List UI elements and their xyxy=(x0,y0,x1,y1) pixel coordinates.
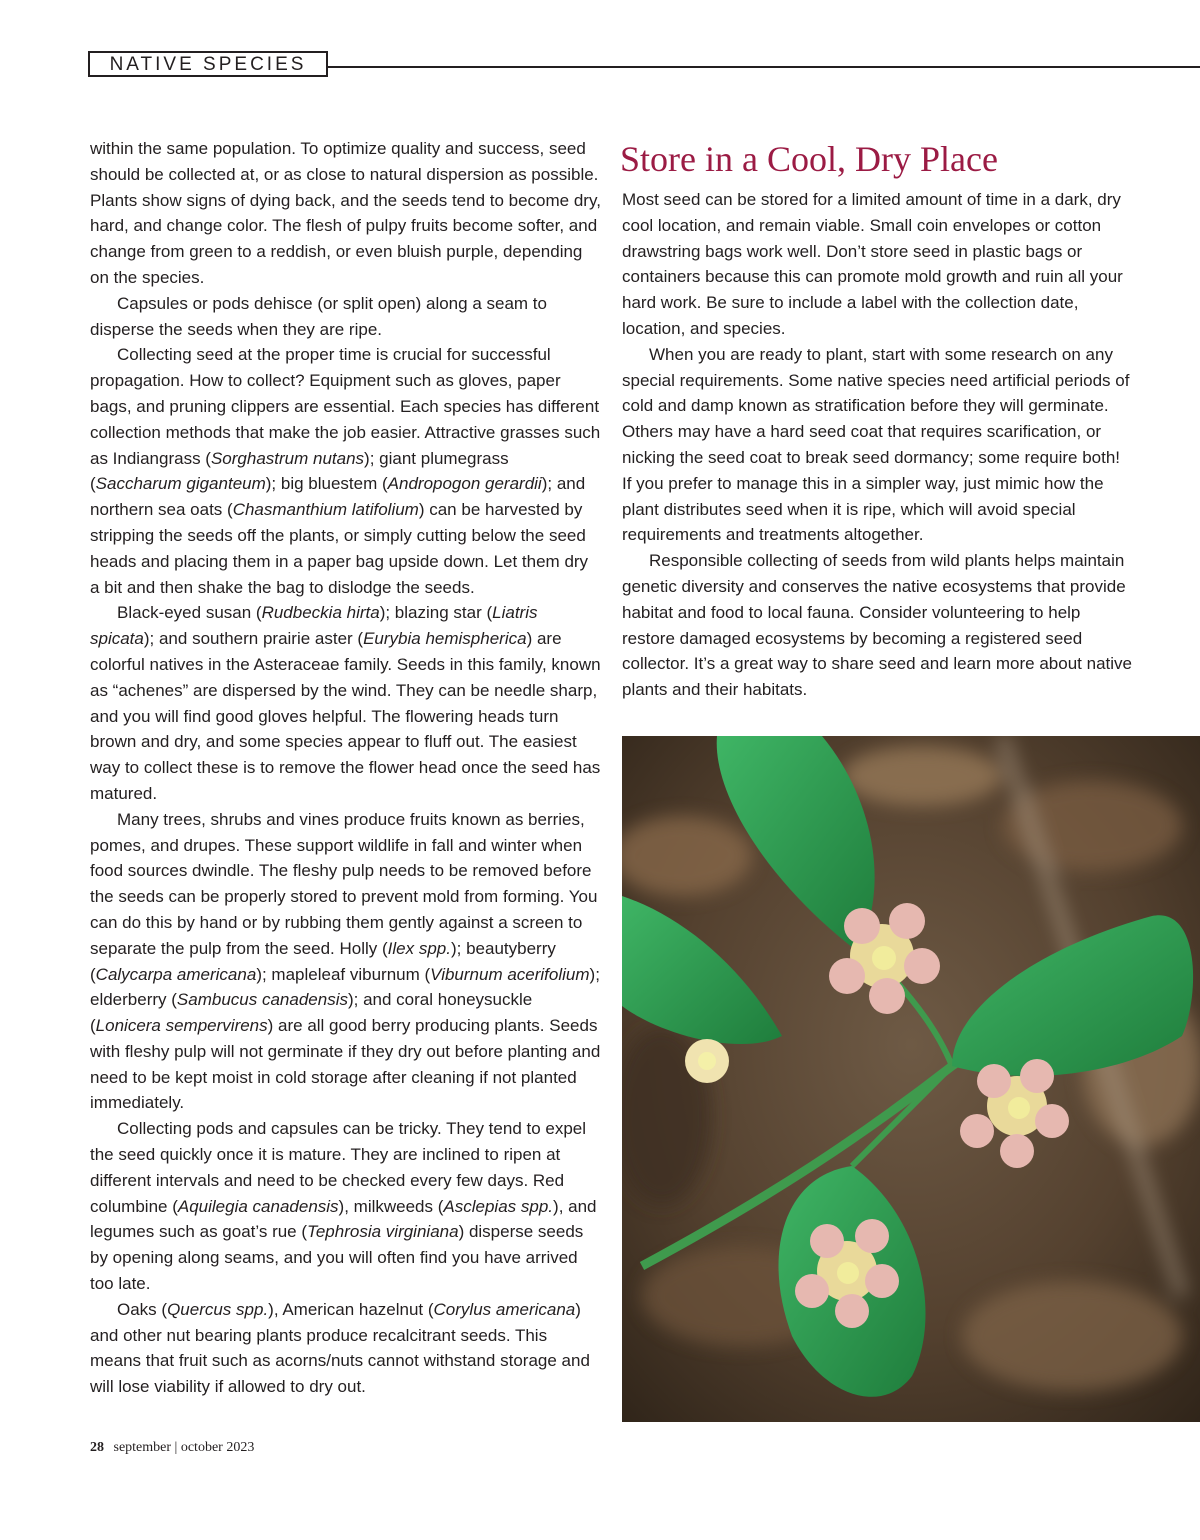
section-rule xyxy=(328,66,1200,68)
right-paragraph-2: When you are ready to plant, start with some research on any special requirements. Some native species need artificial periods of cold and damp known as stratification before they will germinate. Others may have a hard seed coat that requires scarification, or nicking the seed coat to break seed dormancy; some require both! If you prefer to manage this in a simpler way, just mimic how the plant distributes seed when it is ripe, which will avoid special requirements and treatments altogether. xyxy=(622,344,1130,545)
left-paragraph-6: Collecting pods and capsules can be tricky. They tend to expel the seed quickly once it is mature. They are inclined to ripen at different intervals and need to be checked every few days. Red columbine (Aquilegia canadensis), milkweeds (Asclepias spp.), and legumes such as goat’s rue (Tephrosia virginiana) disperse seeds by opening along seams, and you will often find you have arrived too late. xyxy=(90,1119,597,1294)
left-column xyxy=(90,136,602,1400)
page-footer xyxy=(90,1440,254,1456)
section-label: NATIVE SPECIES xyxy=(88,51,328,77)
left-paragraph-3: Collecting seed at the proper time is crucial for successful propagation. How to collect? Equipment such as gloves, paper bags, and pruning clippers are essential. Each species has different collection methods that make the job easier. Attractive grasses such as Indiangrass (Sorghastrum nutans); giant plumegrass (Saccharum giganteum); big bluestem (Andropogon gerardii); and northern sea oats (Chasmanthium latifolium) can be harvested by stripping the seeds off the plants, or simply cutting below the seed heads and placing them in a paper bag upside down. Let them dry a bit and then shake the bag to dislodge the seeds. xyxy=(90,345,601,597)
page-number: 28 xyxy=(90,1440,104,1455)
left-paragraph-4: Black-eyed susan (Rudbeckia hirta); blazing star (Liatris spicata); and southern prairie aster (Eurybia hemispherica) are colorful natives in the Asteraceae family. Seeds in this family, known as “achenes” are dispersed by the wind. They can be needle sharp, and you will find good gloves helpful. The flowering heads turn brown and dry, and some species appear to fluff out. The easiest way to collect these is to remove the flower head once the seed has matured. xyxy=(90,603,601,803)
right-paragraph-3: Responsible collecting of seeds from wild plants helps maintain genetic diversity and conserves the native ecosystems that provide habitat and food to local fauna. Consider volunteering to help restore damaged ecosystems by becoming a registered seed collector. It’s a great way to share seed and learn more about native plants and their habitats. xyxy=(622,551,1132,700)
right-column xyxy=(622,187,1132,703)
left-paragraph-5: Many trees, shrubs and vines produce fruits known as berries, pomes, and drupes. These support wildlife in fall and winter when food sources dwindle. The fleshy pulp needs to be removed before the seeds can be properly stored to prevent mold from forming. You can do this by hand or by rubbing them gently against a screen to separate the pulp from the seed. Holly (Ilex spp.); beautyberry (Calycarpa americana); mapleleaf viburnum (Viburnum acerifolium); elderberry (Sambucus canadensis); and coral honeysuckle (Lonicera sempervirens) are all good berry producing plants. Seeds with fleshy pulp will not germinate if they dry out before planting and need to be kept moist in cold storage after cleaning if not planted immediately. xyxy=(90,809,601,1113)
left-paragraph-2: Capsules or pods dehisce (or split open) along a seam to disperse the seeds when they are ripe. xyxy=(90,293,547,339)
flower-cluster-2 xyxy=(685,1039,729,1083)
right-paragraph-1: Most seed can be stored for a limited amount of time in a dark, dry cool location, and remain viable. Small coin envelopes or cotton drawstring bags work well. Don’t store seed in plastic bags or containers because this can promote mold growth and ruin all your hard work. Be sure to include a label with the collection date, location, and species. xyxy=(622,190,1123,338)
plant-photo xyxy=(622,736,1200,1422)
left-paragraph-7: Oaks (Quercus spp.), American hazelnut (Corylus americana) and other nut bearing plants produce recalcitrant seeds. This means that fruit such as acorns/nuts cannot withstand storage and will lose viability if allowed to dry out. xyxy=(90,1299,590,1397)
section-heading: Store in a Cool, Dry Place xyxy=(620,139,998,179)
left-paragraph-1: within the same population. To optimize quality and success, seed should be collected at, or as close to natural dispersion as possible. Plants show signs of dying back, and the seeds tend to become dry, hard, and change color. The flesh of pulpy fruits become softer, and change from green to a reddish, or even bluish purple, depending on the species. xyxy=(90,139,601,287)
issue-date: september | october 2023 xyxy=(113,1440,255,1455)
plant-photo-illustration xyxy=(622,736,1200,1422)
